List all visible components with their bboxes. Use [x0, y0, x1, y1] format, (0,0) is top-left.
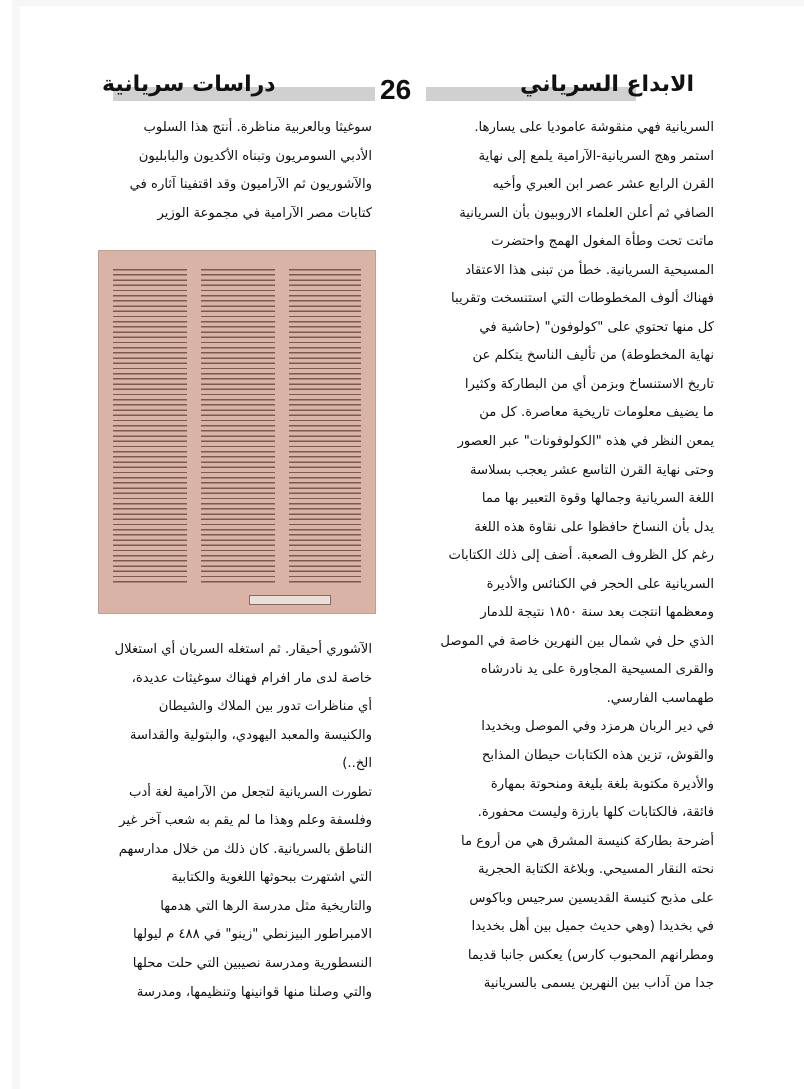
- text-line: التي اشتهرت ببحوثها اللغوية والكتابية: [171, 870, 372, 886]
- text-line: الآشوري أحيقار. ثم استغله السريان أي استغلال: [114, 642, 372, 657]
- text-line: أضرحة بطاركة كنيسة المشرق هي من أروع ما: [461, 833, 714, 849]
- text-line: يدل بأن النساخ حافظوا على نقاوة هذه اللغة: [474, 519, 714, 535]
- manuscript-text-column: [289, 269, 361, 583]
- text-line: وحتى نهاية القرن التاسع عشر يعجب بسلاسة: [469, 462, 714, 478]
- text-line: يمعن النظر في هذه "الكولوفونات" عبر العصور: [457, 434, 714, 450]
- text-line: الناطق بالسريانية. كان ذلك من خلال مدارسهم: [118, 841, 372, 857]
- text-line: ماتت تحت وطأة المغول الهمج واحتضرت: [491, 234, 714, 250]
- text-line: فهناك ألوف المخطوطات التي استنسخت وتقريبا: [451, 291, 714, 307]
- text-line: والقرى المسيحية المجاورة على يد نادرشاه: [480, 662, 714, 678]
- text-line: الصافي ثم أعلن العلماء الاروبيون بأن السريانية: [459, 205, 714, 221]
- text-line: ومطرانهم المحبوب كارس) يعكس جانبا قديما: [467, 947, 714, 963]
- text-line: في بخديدا (وهي حديث جميل بين أهل بخديدا: [471, 919, 714, 935]
- text-column-left-top: [54, 114, 372, 228]
- text-line: كل منها تحتوي على "كولوفون" (حاشية في: [479, 319, 714, 335]
- text-line: سوغيثا وبالعربية مناظرة. أنتج هذا السلوب: [143, 120, 372, 135]
- text-line: الخ..): [342, 756, 372, 772]
- manuscript-image: [98, 250, 376, 614]
- text-line: تاريخ الاستنساخ وبزمن أي من البطاركة وكثيرا: [464, 376, 714, 392]
- manuscript-text-column: [113, 269, 187, 583]
- text-line: السريانية على الحجر في الكنائس والأديرة: [486, 576, 714, 592]
- text-line: جدا من آداب بين النهرين يسمى بالسريانية: [483, 976, 714, 992]
- text-line: على مذبح كنيسة القديسين سرجيس وباكوس: [469, 890, 714, 906]
- text-line: والكنيسة والمعبد اليهودي، والبتولية والقداسة: [129, 727, 372, 743]
- text-line: والتاريخية مثل مدرسة الرها التي هدمها: [160, 898, 372, 914]
- text-line: وفلسفة وعلم وهذا ما لم يقم به شعب آخر غير: [119, 813, 372, 829]
- text-line: المسيحية السريانية. خطأ من تبنى هذا الاعتقاد: [465, 262, 714, 278]
- page-number: 26: [380, 74, 412, 105]
- text-line: تطورت السريانية لتجعل من الآرامية لغة أدب: [128, 784, 372, 800]
- page-header: [58, 68, 698, 108]
- text-column-left-bottom: [54, 636, 372, 1007]
- magazine-title: الابداع السرياني: [519, 72, 694, 97]
- text-line: الأدبي السومريون وتبناه الأكديون والبابليون: [138, 148, 372, 164]
- manuscript-text-column: [201, 269, 275, 583]
- text-line: السريانية فهي منقوشة عاموديا على يسارها.: [474, 120, 714, 135]
- text-line: الامبراطور البيزنطي "زينو" في ٤٨٨ م ليولها: [132, 927, 372, 943]
- text-line: والأديرة مكتوبة بلغة بليغة ومنحوتة بمهارة: [490, 776, 714, 792]
- text-line: والتي وصلنا منها قوانينها وتنظيمها، ومدرسة: [136, 984, 372, 1000]
- text-line: والقوش، تزين هذه الكتابات حيطان المذابح: [481, 748, 714, 764]
- section-title: دراسات سريانية: [102, 72, 276, 97]
- manuscript-caption-label: [249, 595, 331, 605]
- text-line: خاصة لدى مار افرام فهناك سوغيثات عديدة،: [131, 670, 372, 686]
- text-line: في دير الربان هرمزد وفي الموصل وبخديدا: [481, 719, 714, 735]
- text-line: اللغة السريانية وجمالها وقوة التعبير بها مما: [481, 491, 714, 507]
- text-line: طهماسب الفارسي.: [606, 690, 714, 706]
- text-line: فائقة، فالكتابات كلها بارزة وليست محفورة.: [477, 805, 714, 821]
- text-line: القرن الرابع عشر عصر ابن العبري وأخيه: [492, 177, 714, 193]
- text-line: نحته النقار المسيحي. وبلاغة الكتابة الحجرية: [478, 862, 714, 878]
- text-line: استمر وهج السريانية-الآرامية يلمع إلى نهاية: [478, 148, 714, 164]
- text-line: والآشوريون ثم الآراميون وقد اقتفينا آثاره في: [129, 177, 372, 193]
- text-line: أي مناظرات تدور بين الملاك والشيطان: [158, 699, 372, 715]
- text-line: النسطورية ومدرسة نصيبين التي حلت محلها: [132, 956, 372, 972]
- text-line: كتابات مصر الآرامية في مجموعة الوزير: [157, 205, 372, 221]
- text-line: رغم كل الظروف الصعبة. أضف إلى ذلك الكتابات: [448, 548, 714, 564]
- text-line: الذي حل في شمال بين النهرين خاصة في الموصل: [440, 633, 714, 649]
- text-line: نهاية المخطوطة) من تأليف الناسخ يتكلم عن: [472, 348, 714, 364]
- text-column-right: [404, 114, 714, 999]
- text-line: ما يضيف معلومات تاريخية معاصرة. كل من: [479, 405, 714, 421]
- text-line: ومعظمها انتجت بعد سنة ١٨٥٠ نتيجة للدمار: [480, 605, 714, 621]
